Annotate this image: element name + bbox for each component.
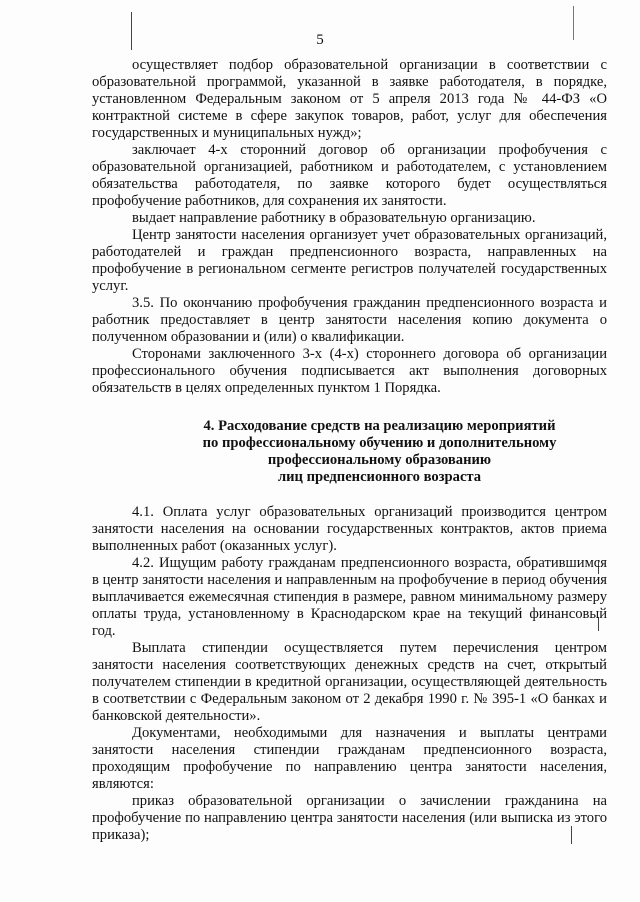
section-heading-line: лиц предпенсионного возраста (277, 469, 482, 485)
section-heading-line: профессиональному образованию (267, 452, 492, 468)
paragraph: заключает 4-х сторонний договор об организации профобучения с образовательной организацией, работником и работодателем, с установлением обязательства работодателя, по заявке которого будет осуществляться профобучение работников, для сохранения их занятости. (92, 142, 607, 209)
paragraph: приказ образовательной организации о зачислении гражданина на профобучение по направлению центра занятости населения (или выписка из этого приказа); (92, 793, 607, 843)
paragraph: Сторонами заключенного 3-х (4-х) стороннего договора об организации профессионального обучения подписывается акт выполнения договорных обязательств в целях определенных пунктом 1 Порядка. (92, 346, 607, 396)
paragraph: 4.1. Оплата услуг образовательных организаций производится центром занятости населения на основании государственных контрактов, актов приема выполненных работ (оказанных услуг). (92, 504, 607, 554)
section-heading-line: по профессиональному обучению и дополнительному (202, 435, 557, 451)
paragraph: Выплата стипендии осуществляется путем перечисления центром занятости населения соответствующих денежных средств на счет, открытый получателем стипендии в кредитной организации, осуществляющей деятельность в соответствии с Федеральным законом от 2 декабря 1990 г. № 395-1 «О банках и банковской деятельности». (92, 640, 607, 724)
document-body (92, 57, 607, 844)
paragraph: выдает направление работнику в образовательную организацию. (132, 210, 536, 226)
section-heading (92, 418, 607, 486)
paragraph: 4.2. Ищущим работу гражданам предпенсионного возраста, обратившимся в центр занятости населения и направленным на профобучение в период обучения выплачивается ежемесячная стипендия в размере, равном минимальному размеру оплаты труда, установленному в Краснодарском крае на текущий финансовый год. (92, 555, 607, 639)
section-heading-line: 4. Расходование средств на реализацию мероприятий (203, 418, 556, 434)
paragraph: 3.5. По окончанию профобучения гражданин предпенсионного возраста и работник предоставляет в центр занятости населения копию документа о полученном образовании и (или) о квалификации. (92, 295, 607, 345)
page-number: 5 (316, 32, 324, 48)
paragraph: Документами, необходимыми для назначения и выплаты центрами занятости населения стипендии гражданам предпенсионного возраста, проходящим профобучение по направлению центра занятости населения, являются: (92, 725, 607, 792)
paragraph: Центр занятости населения организует учет образовательных организаций, работодателей и граждан предпенсионного возраста, направленных на профобучение в региональном сегменте регистров получателей государственных услуг. (92, 227, 607, 294)
paragraph: осуществляет подбор образовательной организации в соответствии с образовательной программой, указанной в заявке работодателя, в порядке, установленном Федеральным законом от 5 апреля 2013 года № 44-ФЗ «О контрактной системе в сфере закупок товаров, работ, услуг для обеспечения государственных и муниципальных нужд»; (92, 57, 607, 141)
